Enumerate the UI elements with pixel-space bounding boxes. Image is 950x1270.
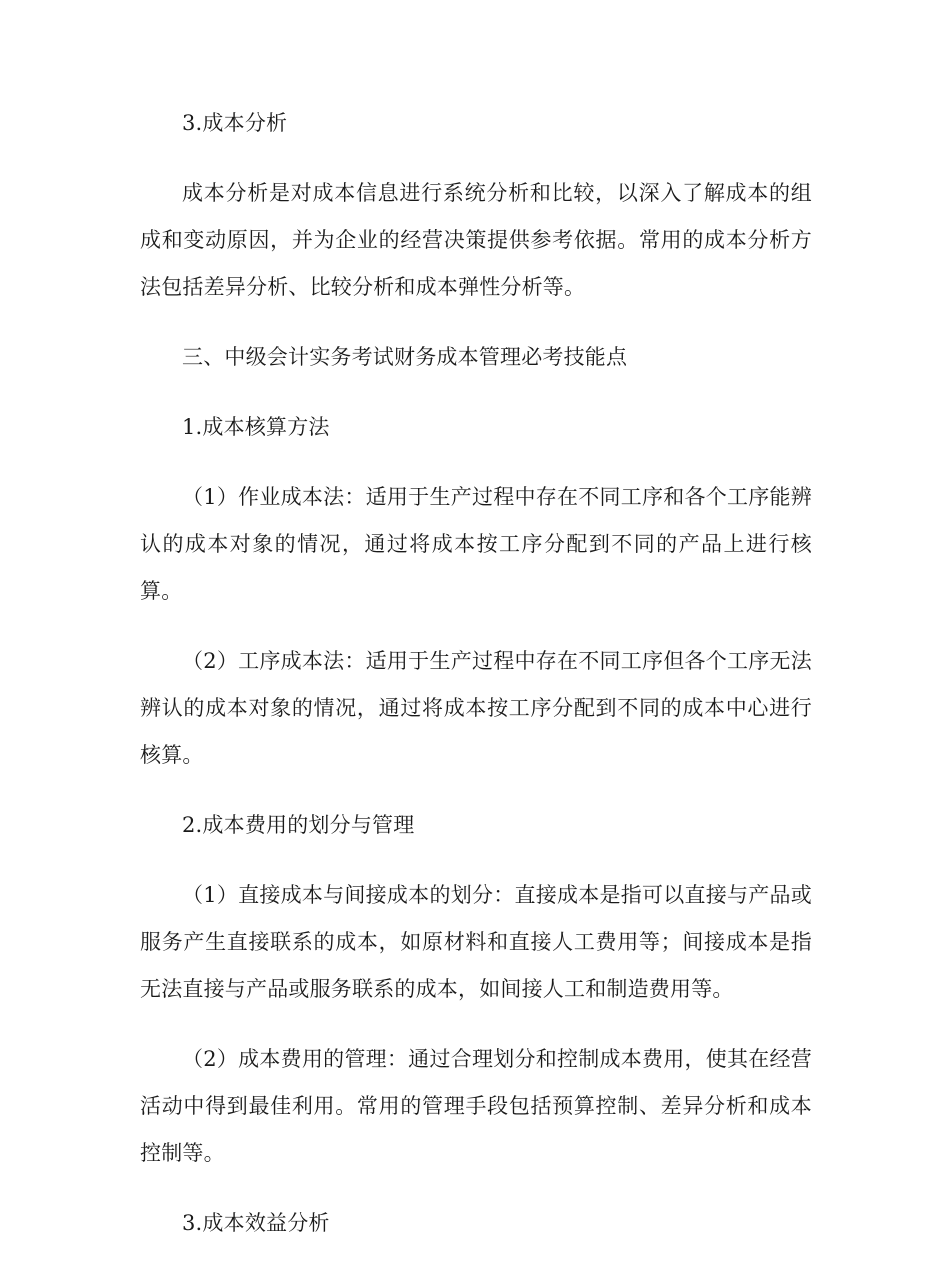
document-content (140, 100, 812, 1270)
section-three-title: 三、中级会计实务考试财务成本管理必考技能点 (182, 345, 628, 369)
paragraph-direct-indirect-cost: （1）直接成本与间接成本的划分：直接成本是指可以直接与产品或服务产生直接联系的成本，如原材料和直接人工费用等；间接成本是指无法直接与产品或服务联系的成本，如间接人工和制造费用等。 (140, 883, 812, 1001)
paragraph-cost-management: （2）成本费用的管理：通过合理划分和控制成本费用，使其在经营活动中得到最佳利用。常用的管理手段包括预算控制、差异分析和成本控制等。 (140, 1047, 812, 1165)
paragraph-activity-costing: （1）作业成本法：适用于生产过程中存在不同工序和各个工序能辨认的成本对象的情况，通过将成本按工序分配到不同的产品上进行核算。 (140, 485, 812, 603)
heading-cost-division: 2.成本费用的划分与管理 (182, 813, 415, 837)
heading-cost-analysis: 3.成本分析 (182, 111, 288, 135)
paragraph-cost-analysis: 成本分析是对成本信息进行系统分析和比较，以深入了解成本的组成和变动原因，并为企业的经营决策提供参考依据。常用的成本分析方法包括差异分析、比较分析和成本弹性分析等。 (140, 181, 812, 299)
heading-cost-benefit: 3.成本效益分析 (182, 1211, 330, 1235)
heading-costing-methods: 1.成本核算方法 (182, 415, 330, 439)
paragraph-process-costing: （2）工序成本法：适用于生产过程中存在不同工序但各个工序无法辨认的成本对象的情况，通过将成本按工序分配到不同的成本中心进行核算。 (140, 649, 812, 767)
